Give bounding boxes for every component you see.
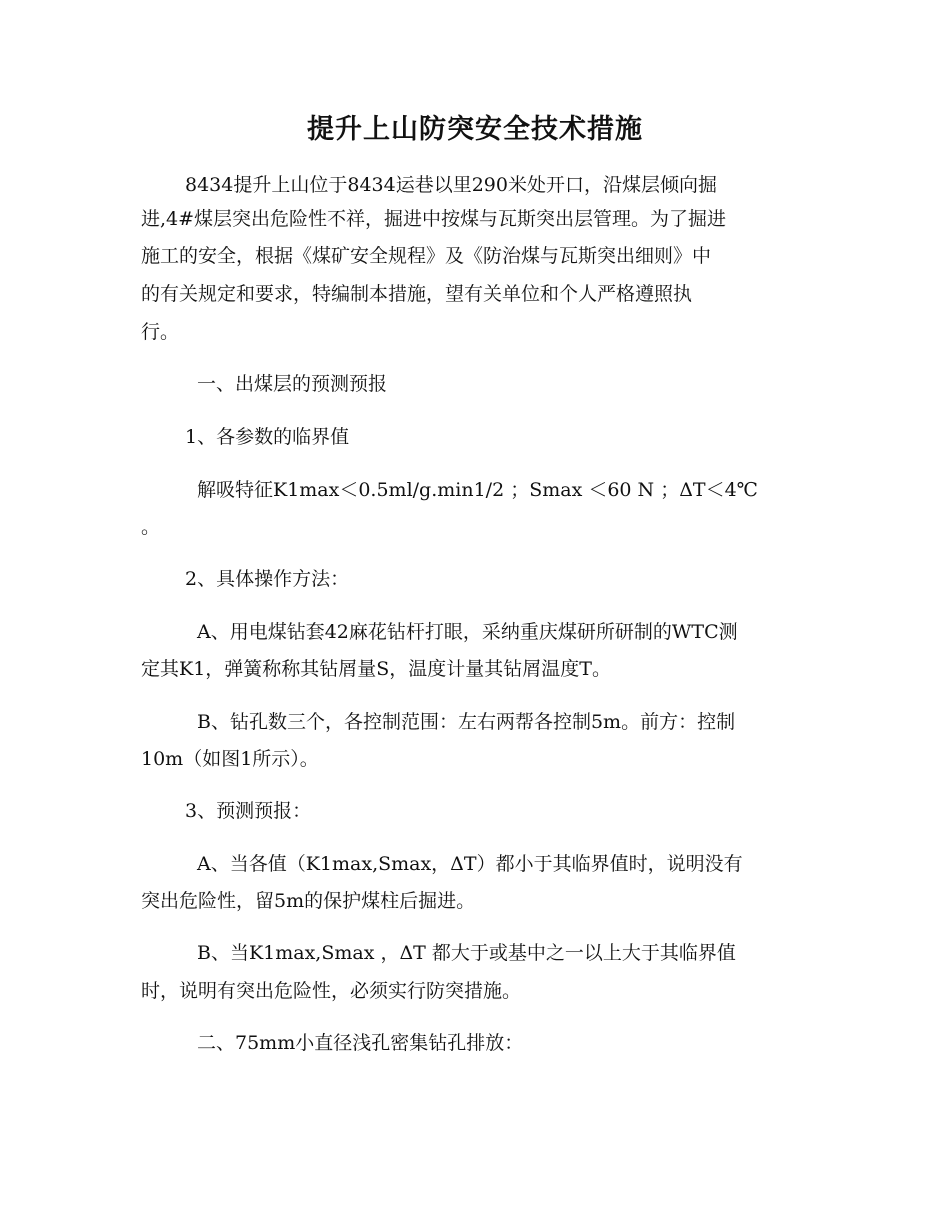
item1-heading: 1、各参数的临界值 xyxy=(185,426,350,448)
item3-b-line-1: B、当K1max,Smax ，ΔT 都大于或基中之一以上大于其临界值 xyxy=(197,942,736,964)
item2-a-line-2: 定其K1，弹簧称称其钻屑量S，温度计量其钻屑温度T。 xyxy=(141,658,611,680)
item2-b-line-1: B、钻孔数三个，各控制范围：左右两帮各控制5m。前方：控制 xyxy=(197,711,736,733)
document-title: 提升上山防突安全技术措施 xyxy=(307,114,643,145)
item2-b-line-2: 10m（如图1所示）。 xyxy=(141,748,319,770)
intro-line-2: 进,4#煤层突出危险性不祥，掘进中按煤与瓦斯突出层管理。为了掘进 xyxy=(141,208,727,230)
intro-line-3: 施工的安全，根据《煤矿安全规程》及《防治煤与瓦斯突出细则》中 xyxy=(141,245,712,267)
item2-heading: 2、具体操作方法： xyxy=(185,568,350,590)
item1-values-line-2: 。 xyxy=(141,516,161,538)
item3-heading: 3、预测预报： xyxy=(185,800,312,822)
section2-heading: 二、75mm小直径浅孔密集钻孔排放： xyxy=(197,1032,524,1054)
item3-a-line-1: A、当各值（K1max,Smax，ΔT）都小于其临界值时，说明没有 xyxy=(197,853,743,875)
intro-line-5: 行。 xyxy=(141,321,180,343)
intro-line-4: 的有关规定和要求，特编制本措施，望有关单位和个人严格遵照执 xyxy=(141,283,693,305)
item3-b-line-2: 时，说明有突出危险性，必须实行防突措施。 xyxy=(141,980,522,1002)
item2-a-line-1: A、用电煤钻套42麻花钻杆打眼，采纳重庆煤研所研制的WTC测 xyxy=(197,621,738,643)
item1-values-line-1: 解吸特征K1max＜0.5ml/g.min1/2 ；Smax ＜60 N ；ΔT＜4℃ xyxy=(197,479,758,501)
intro-line-1: 8434提升上山位于8434运巷以里290米处开口，沿煤层倾向掘 xyxy=(185,174,717,196)
section1-heading: 一、出煤层的预测预报 xyxy=(197,373,388,395)
item3-a-line-2: 突出危险性，留5m的保护煤柱后掘进。 xyxy=(141,890,476,912)
